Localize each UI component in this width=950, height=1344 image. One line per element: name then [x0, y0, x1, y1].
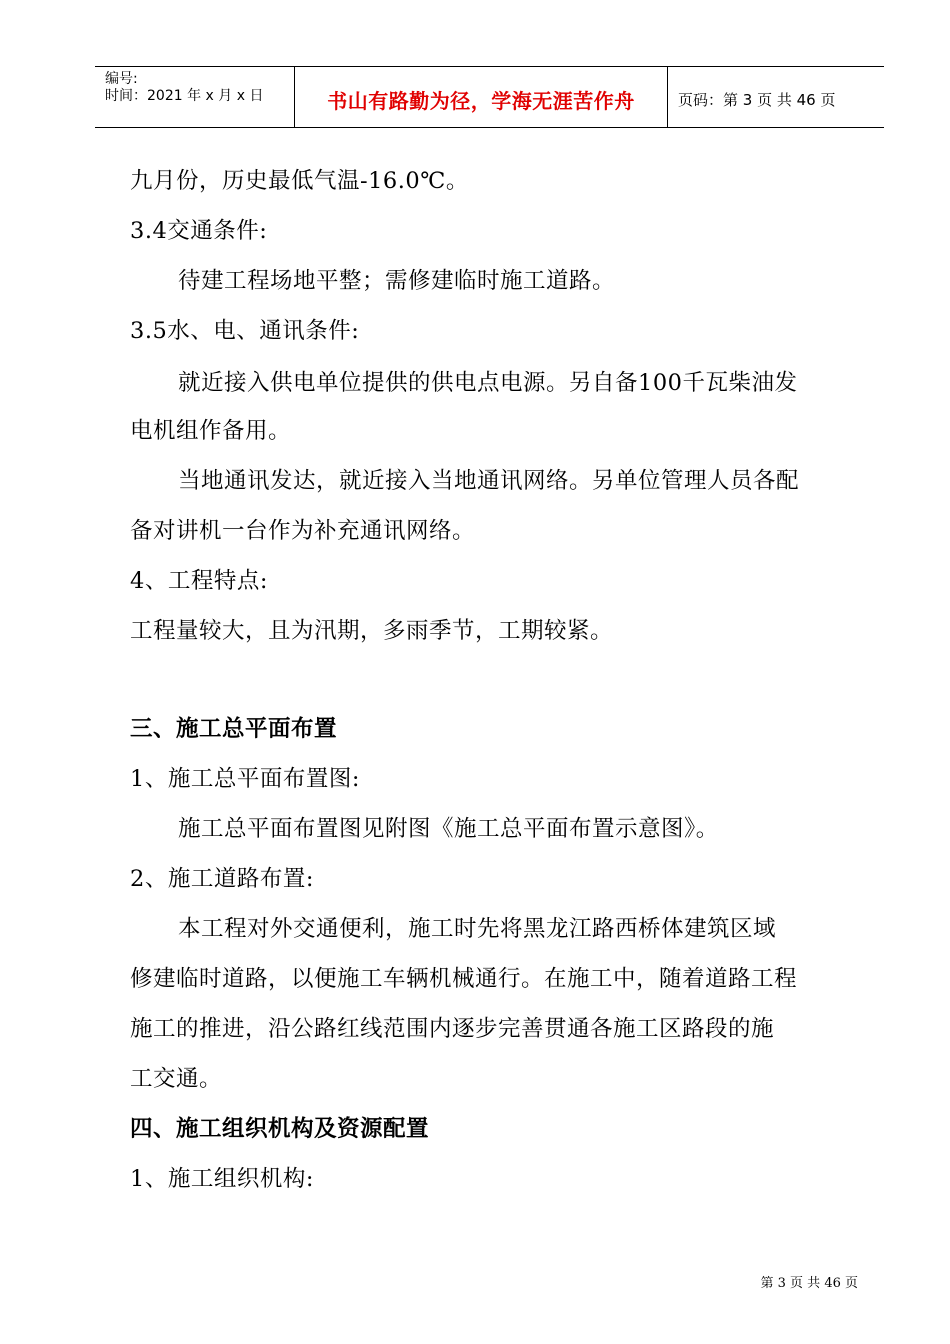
subsection-heading: 4、工程特点: [130, 568, 268, 594]
body-line: 工交通。 [130, 1066, 223, 1092]
header-page-cell [668, 67, 884, 127]
body-line: 电机组作备用。 [130, 418, 292, 444]
header-page-info: 页码：第 3 页 共 46 页 [678, 91, 836, 109]
subsection-heading: 3.4交通条件: [130, 218, 268, 244]
header-motto-cell [295, 67, 668, 127]
page-footer: 第 3 页 共 46 页 [760, 1276, 858, 1291]
body-line: 九月份，历史最低气温-16.0℃。 [130, 168, 469, 194]
document-date-label: 时间：2021 年 x 月 x 日 [105, 88, 264, 104]
subsection-heading: 1、施工组织机构: [130, 1166, 314, 1192]
header-motto: 书山有路勤为径，学海无涯苦作舟 [327, 89, 635, 113]
body-line: 备对讲机一台作为补充通讯网络。 [130, 518, 476, 544]
section-heading: 四、施工组织机构及资源配置 [130, 1116, 430, 1142]
document-number-label: 编号: [105, 71, 138, 87]
body-line: 当地通讯发达，就近接入当地通讯网络。另单位管理人员各配 [178, 468, 800, 494]
body-line: 待建工程场地平整；需修建临时施工道路。 [178, 268, 616, 294]
body-line: 施工的推进，沿公路红线范围内逐步完善贯通各施工区路段的施 [130, 1016, 775, 1042]
body-line: 就近接入供电单位提供的供电点电源。另自备100千瓦柴油发 [178, 370, 798, 396]
page-header [95, 66, 884, 128]
subsection-heading: 2、施工道路布置: [130, 866, 314, 892]
body-line: 工程量较大，且为汛期，多雨季节，工期较紧。 [130, 618, 614, 644]
body-line: 本工程对外交通便利，施工时先将黑龙江路西桥体建筑区域 [178, 916, 777, 942]
body-line: 修建临时道路，以便施工车辆机械通行。在施工中，随着道路工程 [130, 966, 798, 992]
header-meta-cell [95, 67, 295, 127]
subsection-heading: 3.5水、电、通讯条件: [130, 318, 360, 344]
body-line: 施工总平面布置图见附图《施工总平面布置示意图》。 [178, 816, 719, 842]
section-heading: 三、施工总平面布置 [130, 716, 338, 742]
subsection-heading: 1、施工总平面布置图: [130, 766, 360, 792]
